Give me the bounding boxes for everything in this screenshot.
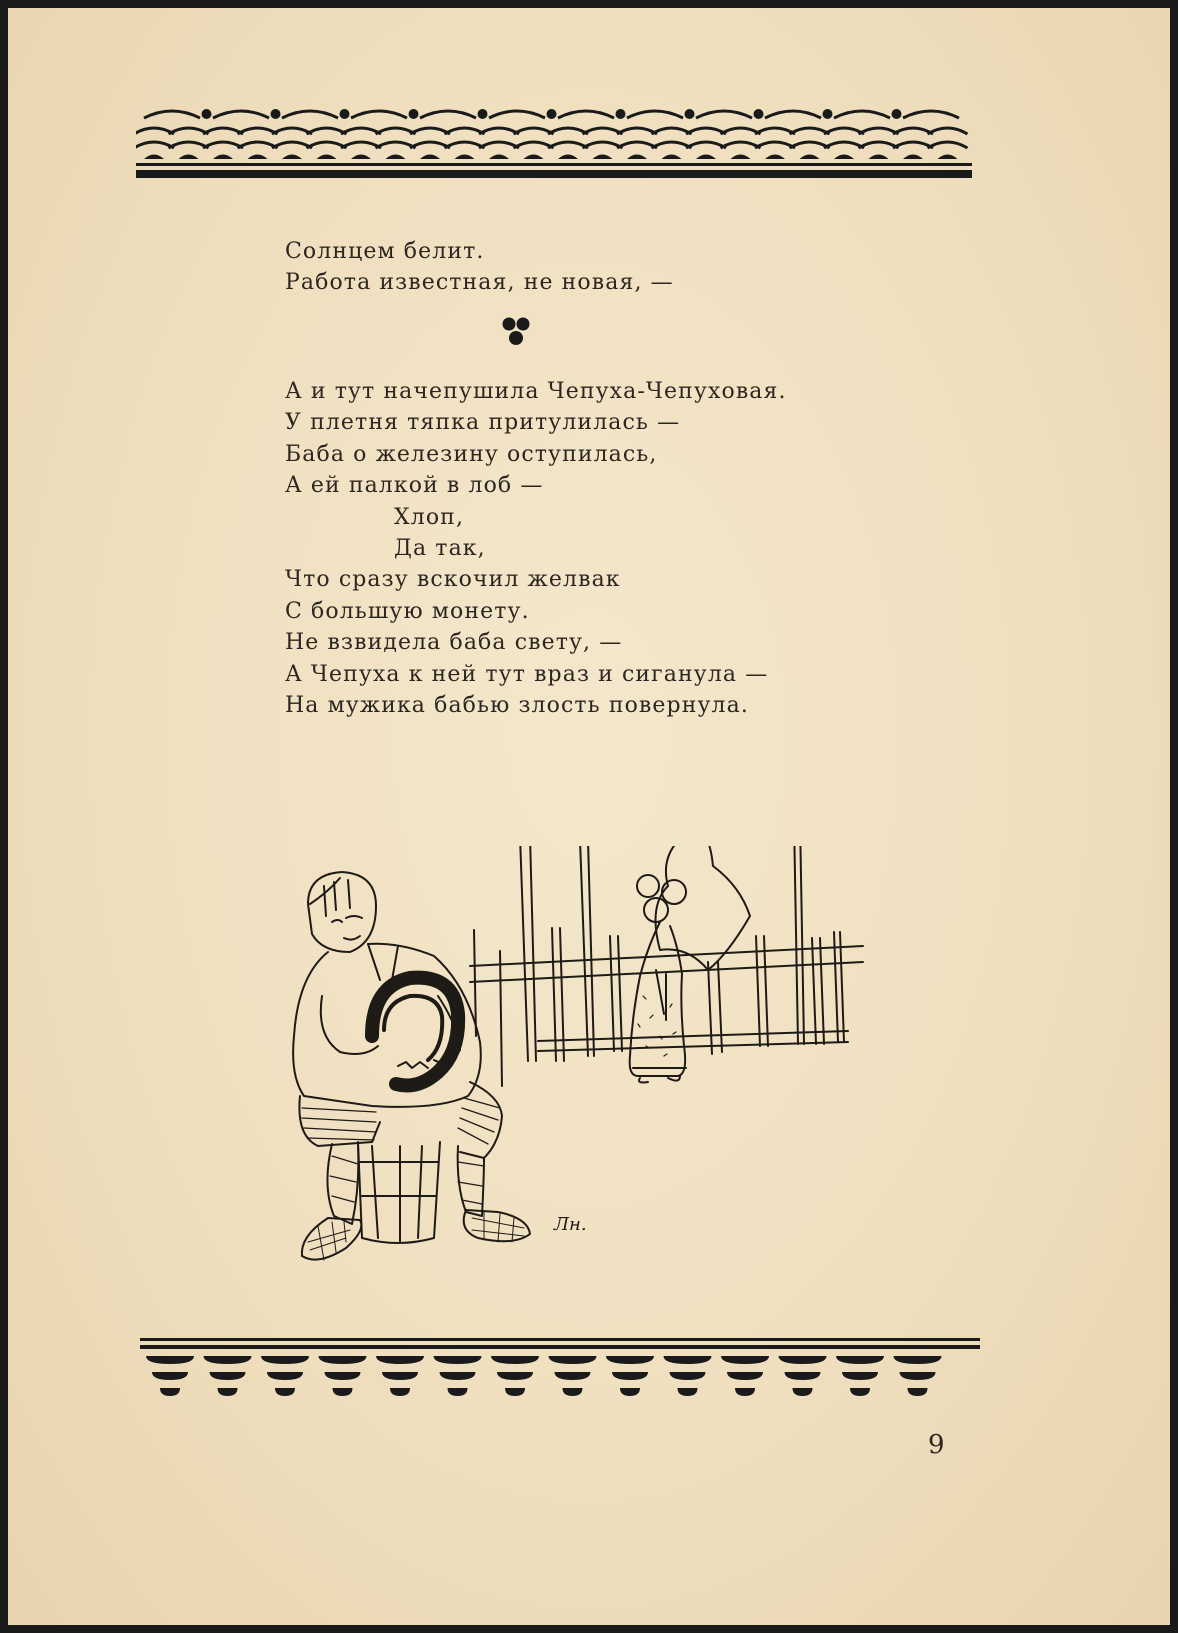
ornament-cap [386, 155, 406, 160]
ornament-cap [662, 155, 682, 160]
ornament-cap [627, 155, 647, 160]
ornament-semicircle [779, 1356, 827, 1364]
ornament-cap [213, 155, 233, 160]
illustration-man-and-woman-at-fence [288, 846, 898, 1306]
ornament-cap [938, 155, 958, 160]
ornament-semicircle [325, 1372, 361, 1380]
poem-line: А ей палкой в лоб — [285, 473, 544, 499]
poem-line: У плетня тяпка притулилась — [285, 410, 681, 436]
ornament-semicircle [842, 1372, 878, 1380]
ornament-cap [903, 155, 923, 160]
ornament-semicircle [275, 1388, 295, 1396]
ornament-semicircle [267, 1372, 303, 1380]
stanza-1 [285, 236, 674, 299]
ornament-semicircle [670, 1372, 706, 1380]
ornament-semicircle [664, 1356, 712, 1364]
ornament-semicircle [836, 1356, 884, 1364]
ornament-cap [351, 155, 371, 160]
ornament-arc [696, 111, 752, 118]
ornament-arc [765, 111, 821, 118]
ornament-arc [351, 111, 407, 118]
bottom-ornament-border [140, 1338, 980, 1404]
top-ornament-border [136, 104, 972, 184]
ornament-dot [547, 109, 557, 119]
poem-line: Солнцем белит. [285, 239, 485, 264]
poem-line: На мужика бабью злость повернула. [285, 692, 749, 718]
stanza-2 [285, 376, 787, 721]
ornament-cap [696, 155, 716, 160]
trefoil-divider-icon [501, 316, 531, 348]
ornament-dot [685, 109, 695, 119]
ornament-semicircle [390, 1388, 410, 1396]
ornament-semicircle [612, 1372, 648, 1380]
ornament-cap [800, 155, 820, 160]
ornament-cap [248, 155, 268, 160]
ornament-semicircle [563, 1388, 583, 1396]
ornament-dot [202, 109, 212, 119]
ornament-dot [823, 109, 833, 119]
ornament-dot [616, 109, 626, 119]
ornament-dot [271, 109, 281, 119]
ornament-arc [834, 111, 890, 118]
ornament-arc [558, 111, 614, 118]
ornament-dot [754, 109, 764, 119]
ornament-semicircle [505, 1388, 525, 1396]
ornament-arc [144, 111, 200, 118]
ornament-semicircle [850, 1388, 870, 1396]
poem-line: Что сразу вскочил желвак [285, 567, 621, 593]
ornament-arc [489, 111, 545, 118]
ornament-semicircle [440, 1372, 476, 1380]
illustrator-signature: Лн. [554, 1214, 587, 1235]
ornament-dot [892, 109, 902, 119]
ornament-cap [731, 155, 751, 160]
ornament-dot [409, 109, 419, 119]
ornament-semicircle [261, 1356, 309, 1364]
ornament-semicircle [900, 1372, 936, 1380]
ornament-semicircle [894, 1356, 942, 1364]
ornament-cap [317, 155, 337, 160]
ornament-semicircle [735, 1388, 755, 1396]
poem-line: Хлоп, [394, 504, 465, 530]
ornament-cap [524, 155, 544, 160]
ornament-dot [340, 109, 350, 119]
page-number: 9 [928, 1430, 945, 1460]
ornament-arc [420, 111, 476, 118]
poem-line: Не взвидела баба свету, — [285, 630, 623, 656]
poem-line: Баба о железину оступилась, [285, 441, 658, 467]
ornament-dot [478, 109, 488, 119]
poem-line: А и тут начепушила Чепуха-Чепуховая. [285, 379, 787, 404]
ornament-semicircle [491, 1356, 539, 1364]
ornament-arc [282, 111, 338, 118]
book-page [8, 8, 1170, 1625]
ornament-semicircle [549, 1356, 597, 1364]
ornament-cap [282, 155, 302, 160]
ornament-semicircle [210, 1372, 246, 1380]
ornament-semicircle [204, 1356, 252, 1364]
ornament-semicircle [727, 1372, 763, 1380]
ornament-semicircle [152, 1372, 188, 1380]
ornament-arc [903, 111, 959, 118]
poem-line: Работа известная, не новая, — [285, 270, 674, 296]
ornament-cap [455, 155, 475, 160]
ornament-semicircle [678, 1388, 698, 1396]
ornament-cap [489, 155, 509, 160]
ornament-arc [213, 111, 269, 118]
poem-line: Да так, [394, 535, 486, 561]
ornament-cap [144, 155, 164, 160]
ornament-cap [593, 155, 613, 160]
ornament-semicircle [555, 1372, 591, 1380]
poem-line: С большую монету. [285, 598, 530, 624]
ornament-semicircle [146, 1356, 194, 1364]
ornament-semicircle [721, 1356, 769, 1364]
ornament-semicircle [785, 1372, 821, 1380]
ornament-cap [420, 155, 440, 160]
ornament-semicircle [160, 1388, 180, 1396]
ornament-semicircle [606, 1356, 654, 1364]
ornament-semicircle [333, 1388, 353, 1396]
ornament-cap [765, 155, 785, 160]
ornament-cap [869, 155, 889, 160]
ornament-semicircle [218, 1388, 238, 1396]
ornament-semicircle [497, 1372, 533, 1380]
ornament-semicircle [376, 1356, 424, 1364]
ornament-cap [834, 155, 854, 160]
ornament-semicircle [434, 1356, 482, 1364]
ornament-semicircle [382, 1372, 418, 1380]
ornament-semicircle [319, 1356, 367, 1364]
ornament-cap [179, 155, 199, 160]
ornament-cap [558, 155, 578, 160]
ornament-semicircle [620, 1388, 640, 1396]
ornament-arc [627, 111, 683, 118]
ornament-semicircle [448, 1388, 468, 1396]
poem-line: А Чепуха к ней тут враз и сиганула — [285, 661, 769, 687]
ornament-semicircle [793, 1388, 813, 1396]
ornament-semicircle [908, 1388, 928, 1396]
